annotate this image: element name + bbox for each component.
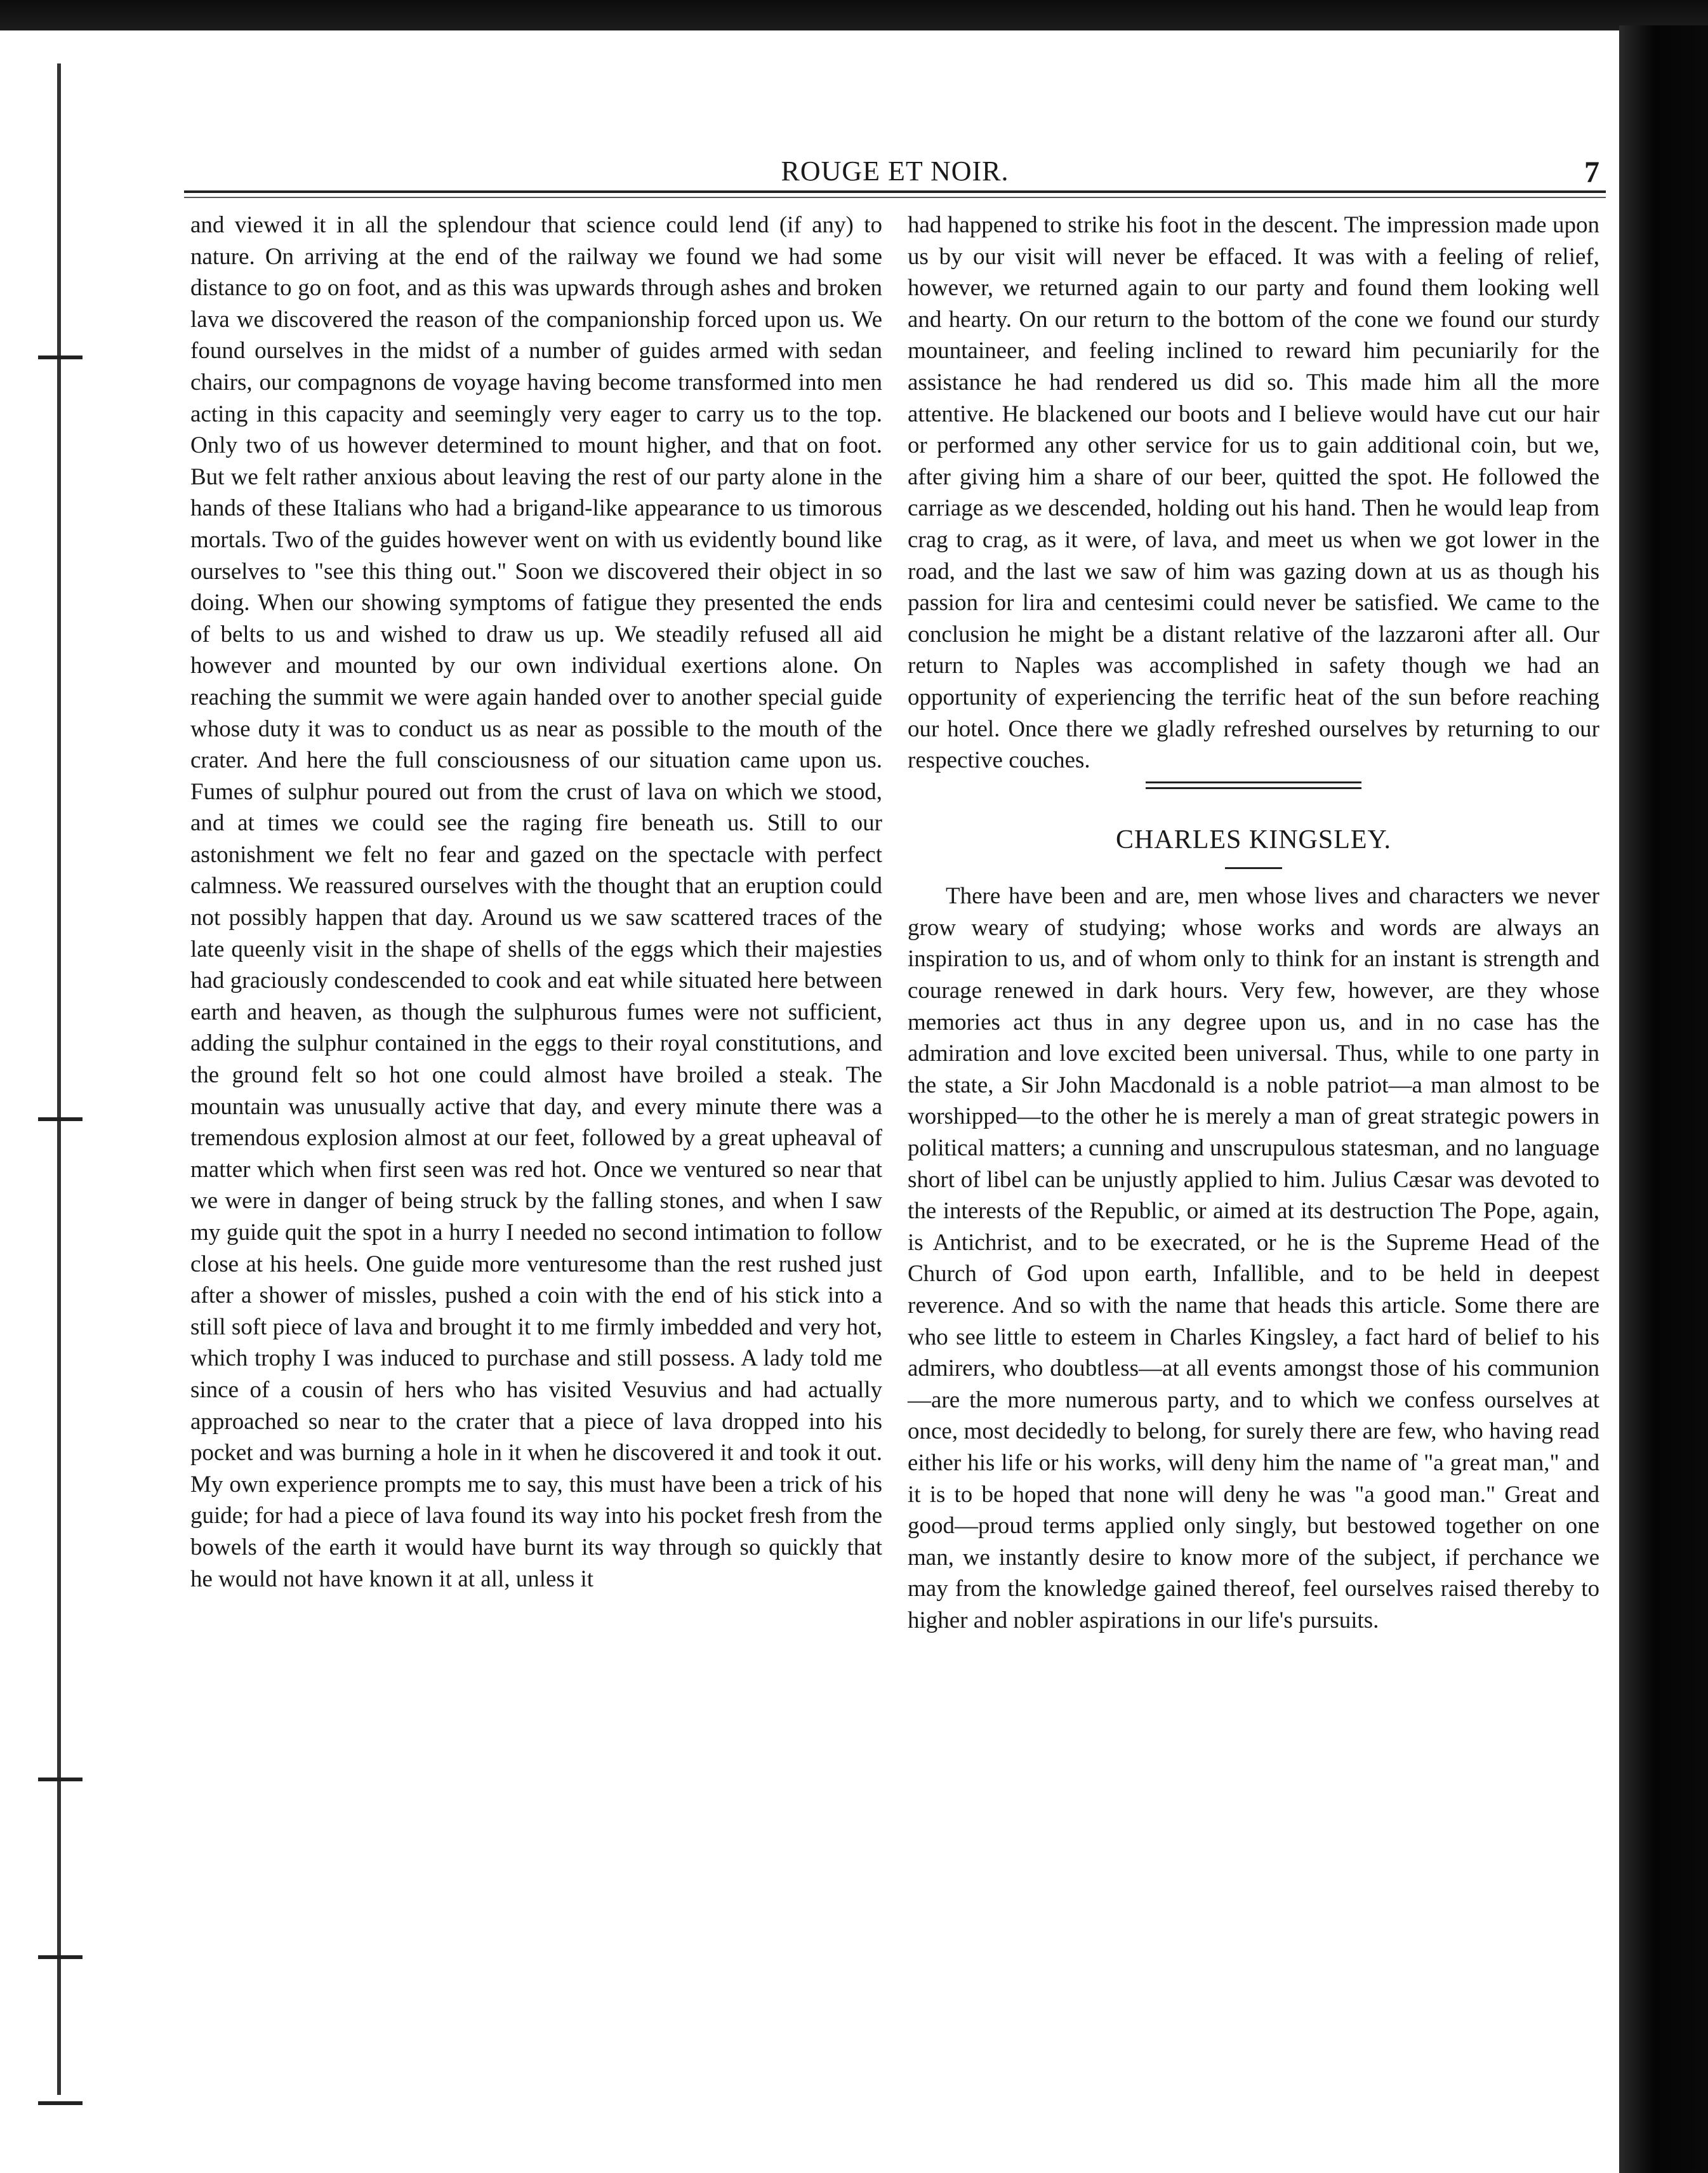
header-rule-thin [184,197,1606,198]
title-underline [1225,867,1282,869]
running-title: ROUGE ET NOIR. [781,156,1009,187]
page-number: 7 [1584,156,1599,189]
article-text-conclusion: had happened to strike his foot in the descent. The impression made upon us by our visit will never be effaced. It was with a feeling of relief, however, we returned again to our party and found them looking well and hearty. On our return to the bottom of the cone we found our sturdy mountaineer, and feeling inclined to reward him pecuniarily for the assistance he had rendered us did so. This made him all the more attentive. He blackened our boots and I believe would have cut our hair or performed any other service for us to gain additional coin, but we, after giving him a share of our beer, quitted the spot. He followed the carriage as we descended, holding out his hand. Then he would leap from crag to crag, as it were, of lava, and meet us when we got lower in the road, and the last we saw of him was gazing down at us as though his passion for lira and centesimi could never be satisfied. We came to the conclusion he might be a distant relative of the lazzaroni after all. Our return to Naples was accomplished in safety though we had an opportunity of experiencing the terrific heat of the sun before reaching our hotel. Once there we gladly refreshed ourselves by returning to our respective couches. [908,212,1599,774]
margin-mark [38,356,83,359]
right-column [908,209,1599,2108]
header-rule [184,190,1606,193]
section-title: CHARLES KINGSLEY. [1116,825,1391,854]
article-text-continued: and viewed it in all the splendour that science could lend (if any) to nature. On arriving at the end of the railway we found we had some distance to go on foot, and as this was upwards through ashes and broken lava we discovered the reason of the companionship forced upon us. We found ourselves in the midst of a number of guides armed with sedan chairs, our compagnons de voyage having become transformed into men acting in this capacity and seemingly very eager to carry us to the top. Only two of us however determined to mount higher, and that on foot. But we felt rather anxious about leaving the rest of our party alone in the hands of these Italians who had a brigand-like appearance to us timorous mortals. Two of the guides however went on with us evidently bound like ourselves to "see this thing out." Soon we discovered their object in so doing. When our showing symptoms of fatigue they presented the ends of belts to us and wished to draw us up. We steadily refused all aid however and mounted by our own individual exertions alone. On reaching the summit we were again handed over to another special guide whose duty it was to conduct us as near as possible to the mouth of the crater. And here the full consciousness of our situation came upon us. Fumes of sulphur poured out from the crust of lava on which we stood, and at times we could see the raging fire beneath us. Still to our astonishment we felt no fear and gazed on the spectacle with perfect calmness. We reassured ourselves with the thought that an eruption could not possibly happen that day. Around us we saw scattered traces of the late queenly visit in the shape of shells of the eggs which their majesties had graciously condescended to cook and eat while situated here between earth and heaven, as though the sulphurous fumes were not sufficient, adding the sulphur contained in the eggs to their royal constitutions, and the ground felt so hot one could almost have broiled a steak. The mountain was unusually active that day, and every minute there was a tremendous explosion almost at our feet, followed by a great upheaval of matter which when first seen was red hot. Once we ventured so near that we were in danger of being struck by the falling stones, and when I saw my guide quit the spot in a hurry I needed no second intimation to follow close at his heels. One guide more venturesome than the rest rushed just after a shower of missles, pushed a coin with the end of his stick into a still soft piece of lava and brought it to me firmly imbedded and very hot, which trophy I was induced to purchase and still possess. A lady told me since of a cousin of hers who has visited Vesuvius and had actually approached so near to the crater that a piece of lava dropped into his pocket and was burning a hole in it when he discovered it and took it out. My own experience prompts me to say, this must have been a trick of his guide; for had a piece of lava found its way into his pocket fresh from the bowels of the earth it would have burnt its way through so quickly that he would not have known it at all, unless it [190,212,882,1592]
left-column [190,209,882,2108]
binding-margin-line [57,63,61,2095]
margin-mark [38,1117,83,1121]
margin-mark [38,2101,83,2105]
margin-mark [38,1778,83,1781]
scan-right-edge [1619,25,1708,2173]
page-header [184,152,1606,190]
scan-top-edge [0,0,1708,30]
section-body: There have been and are, men whose lives and characters we never grow weary of studying; whose works and words are always an inspiration to us, and of whom only to think for an instant is strength and courage renewed in dark hours. Very few, however, are they whose memories act thus in any degree upon us, and in no case has the admiration and love excited been universal. Thus, while to one party in the state, a Sir John Macdonald is a noble patriot—a man almost to be worshipped—to the other he is merely a man of great strategic powers in political matters; a cunning and unscrupulous statesman, and no language short of libel can be unjustly applied to him. Julius Cæsar was devoted to the interests of the Republic, or aimed at its destruction The Pope, again, is Antichrist, and to be execrated, or he is the Supreme Head of the Church of God upon earth, Infallible, and to be held in deepest reverence. And so with the name that heads this article. Some there are who see little to esteem in Charles Kingsley, a fact hard of belief to his admirers, who doubtless—at all events amongst those of his communion—are the more numerous party, and to which we confess ourselves at once, most decidedly to belong, for surely there are few, who having read either his life or his works, will deny him the name of "a great man," and it is to be hoped that none will deny he was "a good man." Great and good—proud terms applied only singly, but bestowed together on one man, we instantly desire to know more of the subject, if perchance we may from the knowledge gained thereof, feel ourselves raised thereby to higher and nobler aspirations in our life's pursuits. [908,883,1599,1633]
section-divider [1146,781,1361,789]
margin-mark [38,1955,83,1959]
